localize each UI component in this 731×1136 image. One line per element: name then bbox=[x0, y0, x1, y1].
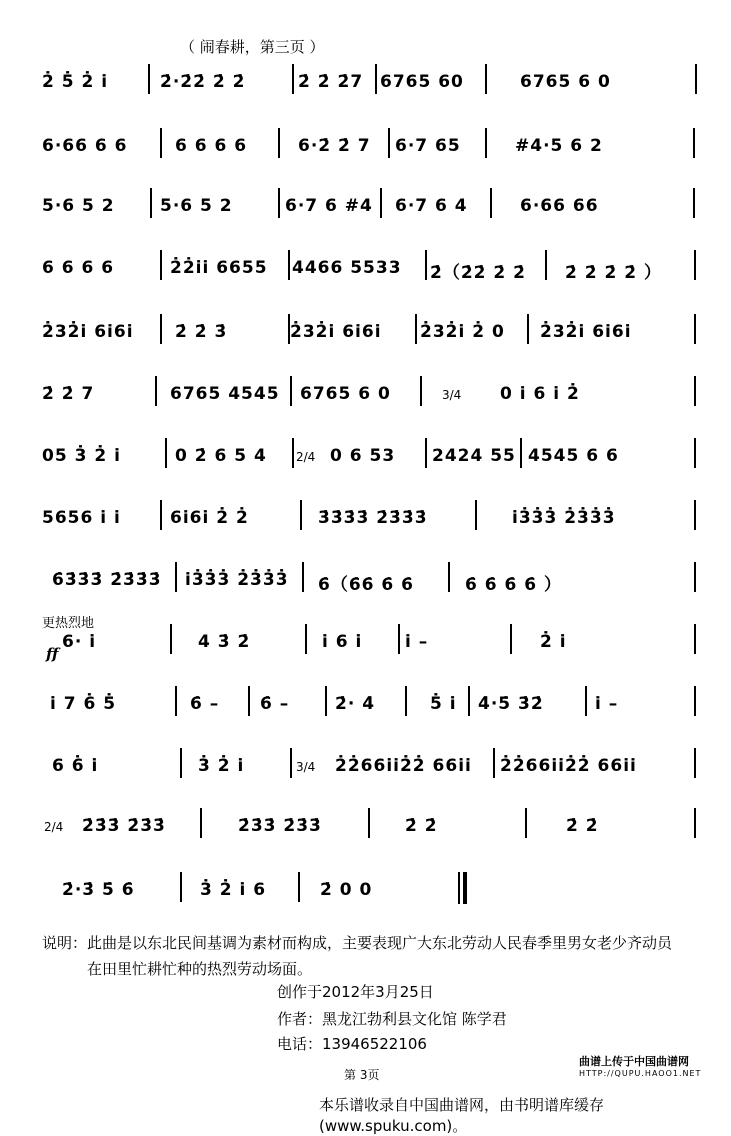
barline bbox=[425, 438, 427, 468]
barline bbox=[420, 376, 422, 406]
time-signature: 3/4 bbox=[442, 388, 462, 402]
barline bbox=[485, 64, 487, 94]
measure: 0 i̇ 6 i̇ 2̇ bbox=[500, 384, 580, 404]
notes-line-2: 在田里忙耕忙种的热烈劳动场面。 bbox=[87, 960, 313, 978]
measure: 2̇32̇i̇ 6i̇6i̇ bbox=[540, 322, 632, 342]
barline bbox=[493, 748, 495, 778]
measure: 6 6 6 6 bbox=[42, 258, 115, 278]
barline bbox=[165, 438, 167, 468]
barline bbox=[425, 250, 427, 280]
measure: 2̇32̇i̇ 6i̇6i̇ bbox=[42, 322, 134, 342]
barline bbox=[375, 64, 377, 94]
measure: 5·6 5 2 bbox=[42, 196, 115, 216]
barline bbox=[288, 314, 290, 344]
staff-row bbox=[0, 562, 731, 622]
measure: 6 6 6 6 bbox=[175, 136, 248, 156]
site-name: 曲谱上传于中国曲谱网 bbox=[579, 1055, 689, 1068]
barline bbox=[292, 64, 294, 94]
barline bbox=[305, 624, 307, 654]
dynamic-mark: ff bbox=[46, 645, 59, 663]
measure: 2̇2̇66i̇i̇2̇2̇ 66i̇i̇ bbox=[335, 756, 472, 776]
barline bbox=[448, 562, 450, 592]
measure: 6̇ – bbox=[260, 694, 290, 714]
measure: 2̇32̇i̇ 2̇ 0 bbox=[420, 322, 505, 342]
time-signature: 3/4 bbox=[296, 760, 316, 774]
measure: 2424 55 bbox=[432, 446, 516, 466]
barline bbox=[368, 808, 370, 838]
barline bbox=[693, 188, 695, 218]
barline bbox=[694, 438, 696, 468]
author: 作者：黑龙江勃利县文化馆 陈学君 bbox=[277, 1010, 507, 1028]
staff-row bbox=[0, 438, 731, 498]
measure: 6·7 6 #4 bbox=[285, 196, 373, 216]
barline bbox=[248, 686, 250, 716]
measure: 2̇ 2̇ 2̇ 2̇ ） bbox=[565, 263, 662, 283]
measure: 5·6 5 2 bbox=[160, 196, 233, 216]
measure: 6̇（6̇6̇ 6̇ 6̇ bbox=[318, 575, 414, 595]
expression-mark: 更热烈地 bbox=[42, 616, 95, 631]
measure: 6· i̇ bbox=[62, 632, 97, 652]
measure: i̇ 6 i̇ bbox=[322, 632, 363, 652]
barline bbox=[694, 686, 696, 716]
staff-row bbox=[0, 188, 731, 248]
measure: 2̇2̇66i̇i̇2̇2̇ 66i̇i̇ bbox=[500, 756, 637, 776]
staff-row bbox=[0, 686, 731, 746]
measure: i̇3̇3̇3̇ 2̇3̇3̇3̇ bbox=[185, 570, 289, 590]
barline bbox=[278, 188, 280, 218]
measure: 2̇ 2̇ 7 bbox=[42, 384, 95, 404]
measure: 4545 6 6 bbox=[528, 446, 619, 466]
barline bbox=[290, 748, 292, 778]
time-signature: 2/4 bbox=[296, 450, 316, 464]
barline bbox=[694, 624, 696, 654]
barline bbox=[160, 500, 162, 530]
notes bbox=[42, 930, 672, 982]
barline bbox=[398, 624, 400, 654]
measure: 2̇ i̇ bbox=[540, 632, 567, 652]
measure: 6·2̇ 2̇ 7 bbox=[298, 136, 371, 156]
barline bbox=[468, 686, 470, 716]
measure: 0 2̇ 6 5 4 bbox=[175, 446, 267, 466]
barline bbox=[695, 64, 697, 94]
measure: 6̇ 6̇ 6̇ 6̇ ） bbox=[465, 575, 562, 595]
barline bbox=[175, 686, 177, 716]
measure: 6765 6 0 bbox=[520, 72, 611, 92]
measure: 2̇32̇i̇ 6i̇6i̇ bbox=[290, 322, 382, 342]
measure: #4·5 6 2 bbox=[515, 136, 603, 156]
measure: 6·7 6 4 bbox=[395, 196, 468, 216]
measure: 6765 4545 bbox=[170, 384, 280, 404]
staff-row bbox=[0, 250, 731, 310]
measure: 6765 6 0 bbox=[300, 384, 391, 404]
staff-row bbox=[0, 872, 731, 932]
barline bbox=[290, 376, 292, 406]
site-url: HTTP://QUPU.HAOO1.NET bbox=[579, 1069, 702, 1078]
measure: 2̇·3̇ 5̇ 6̇ bbox=[62, 880, 135, 900]
barline bbox=[160, 250, 162, 280]
barline bbox=[415, 314, 417, 344]
barline bbox=[298, 872, 300, 902]
barline bbox=[490, 188, 492, 218]
final-barline bbox=[458, 872, 460, 904]
measure: 4466 5533 bbox=[292, 258, 402, 278]
measure: 6̇ – bbox=[190, 694, 220, 714]
barline bbox=[292, 438, 294, 468]
barline bbox=[150, 188, 152, 218]
measure: 2̇·2̇2̇ 2̇ 2̇ bbox=[160, 72, 246, 92]
staff-row bbox=[0, 500, 731, 560]
barline bbox=[520, 438, 522, 468]
staff-row bbox=[0, 314, 731, 374]
staff-row bbox=[0, 376, 731, 436]
barline bbox=[525, 808, 527, 838]
notes-line-1: 说明：此曲是以东北民间基调为素材而构成，主要表现广大东北劳动人民春季里男女老少齐动员 bbox=[42, 934, 673, 952]
staff-row bbox=[0, 64, 731, 124]
measure: i̇ – bbox=[595, 694, 619, 714]
measure: 3̇3̇3̇3̇ 2̇3̇3̇3̇ bbox=[318, 508, 428, 528]
measure: 6i̇6i̇ 2̇ 2̇ bbox=[170, 508, 249, 528]
measure: 6̇3̇3̇3̇ 2̇3̇3̇3̇ bbox=[52, 570, 162, 590]
measure: 2̇3̇3̇ 2̇3̇3̇ bbox=[82, 816, 166, 836]
measure: 4̇·5̇ 3̇2̇ bbox=[478, 694, 544, 714]
page-number: 第 3页 bbox=[344, 1068, 380, 1082]
barline bbox=[527, 314, 529, 344]
barline bbox=[694, 748, 696, 778]
phone: 电话：13946522106 bbox=[277, 1035, 427, 1053]
site-mark bbox=[579, 1056, 701, 1080]
measure: 2̇3̇3̇ 2̇3̇3̇ bbox=[238, 816, 322, 836]
measure: 2̇2̇i̇i̇ 6655 bbox=[170, 258, 268, 278]
measure: i̇3̇3̇3̇ 2̇3̇3̇3̇ bbox=[512, 508, 616, 528]
barline bbox=[325, 686, 327, 716]
measure: 2̇· 4̇ bbox=[335, 694, 376, 714]
barline bbox=[694, 562, 696, 592]
measure: 2̇ 2̇ bbox=[566, 816, 599, 836]
barline bbox=[694, 314, 696, 344]
measure: 6·66 66 bbox=[520, 196, 599, 216]
final-barline bbox=[463, 872, 467, 904]
barline bbox=[475, 500, 477, 530]
barline bbox=[160, 314, 162, 344]
footer: 本乐谱收录自中国曲谱网，由书明谱库缓存(www.spuku.com)。 bbox=[319, 1096, 605, 1135]
barline bbox=[405, 686, 407, 716]
barline bbox=[694, 500, 696, 530]
barline bbox=[278, 128, 280, 158]
measure: 6 6̇ i̇ bbox=[52, 756, 99, 776]
page-header: （ 闹春耕，第三页 ） bbox=[180, 38, 325, 56]
staff-row bbox=[0, 748, 731, 808]
measure: 4 3̇ 2̇ bbox=[198, 632, 251, 652]
barline bbox=[155, 376, 157, 406]
barline bbox=[180, 748, 182, 778]
measure: i̇ – bbox=[405, 632, 429, 652]
measure: 6·7 65 bbox=[395, 136, 461, 156]
measure: 2̇ 0 0 bbox=[320, 880, 373, 900]
measure: i̇ 7 6̇ 5̇ bbox=[50, 694, 117, 714]
staff-row bbox=[0, 624, 731, 684]
staff-row bbox=[0, 128, 731, 188]
time-signature: 2/4 bbox=[44, 820, 64, 834]
staff-row bbox=[0, 808, 731, 868]
measure: 3̇ 2̇ i̇ bbox=[198, 756, 245, 776]
barline bbox=[694, 808, 696, 838]
barline bbox=[200, 808, 202, 838]
barline bbox=[694, 250, 696, 280]
barline bbox=[300, 500, 302, 530]
measure: 2̇ 2̇ 2̇7 bbox=[298, 72, 364, 92]
barline bbox=[160, 128, 162, 158]
measure: 3̇ 2̇ i̇ 6 bbox=[200, 880, 267, 900]
barline bbox=[302, 562, 304, 592]
barline bbox=[510, 624, 512, 654]
measure: 2̇ 2̇ bbox=[405, 816, 438, 836]
barline bbox=[175, 562, 177, 592]
barline bbox=[694, 376, 696, 406]
barline bbox=[288, 250, 290, 280]
measure: 2̇ 5̇ 2̇ i̇ bbox=[42, 72, 109, 92]
measure: 2̇ 2̇ 3̇ bbox=[175, 322, 228, 342]
barline bbox=[693, 128, 695, 158]
measure: 5656 i̇ i̇ bbox=[42, 508, 121, 528]
measure: 6765 60 bbox=[380, 72, 464, 92]
barline bbox=[380, 188, 382, 218]
barline bbox=[545, 250, 547, 280]
barline bbox=[485, 128, 487, 158]
measure: 05 3̇ 2̇ i̇ bbox=[42, 446, 121, 466]
barline bbox=[170, 624, 172, 654]
barline bbox=[148, 64, 150, 94]
created-date: 创作于2012年3月25日 bbox=[277, 983, 434, 1001]
measure: 6·66 6 6 bbox=[42, 136, 128, 156]
measure: 0 6 53 bbox=[330, 446, 396, 466]
barline bbox=[180, 872, 182, 902]
measure: 5̇ i̇ bbox=[430, 694, 457, 714]
barline bbox=[388, 128, 390, 158]
measure: 2̇（2̇2̇ 2̇ 2̇ bbox=[430, 263, 526, 283]
barline bbox=[585, 686, 587, 716]
